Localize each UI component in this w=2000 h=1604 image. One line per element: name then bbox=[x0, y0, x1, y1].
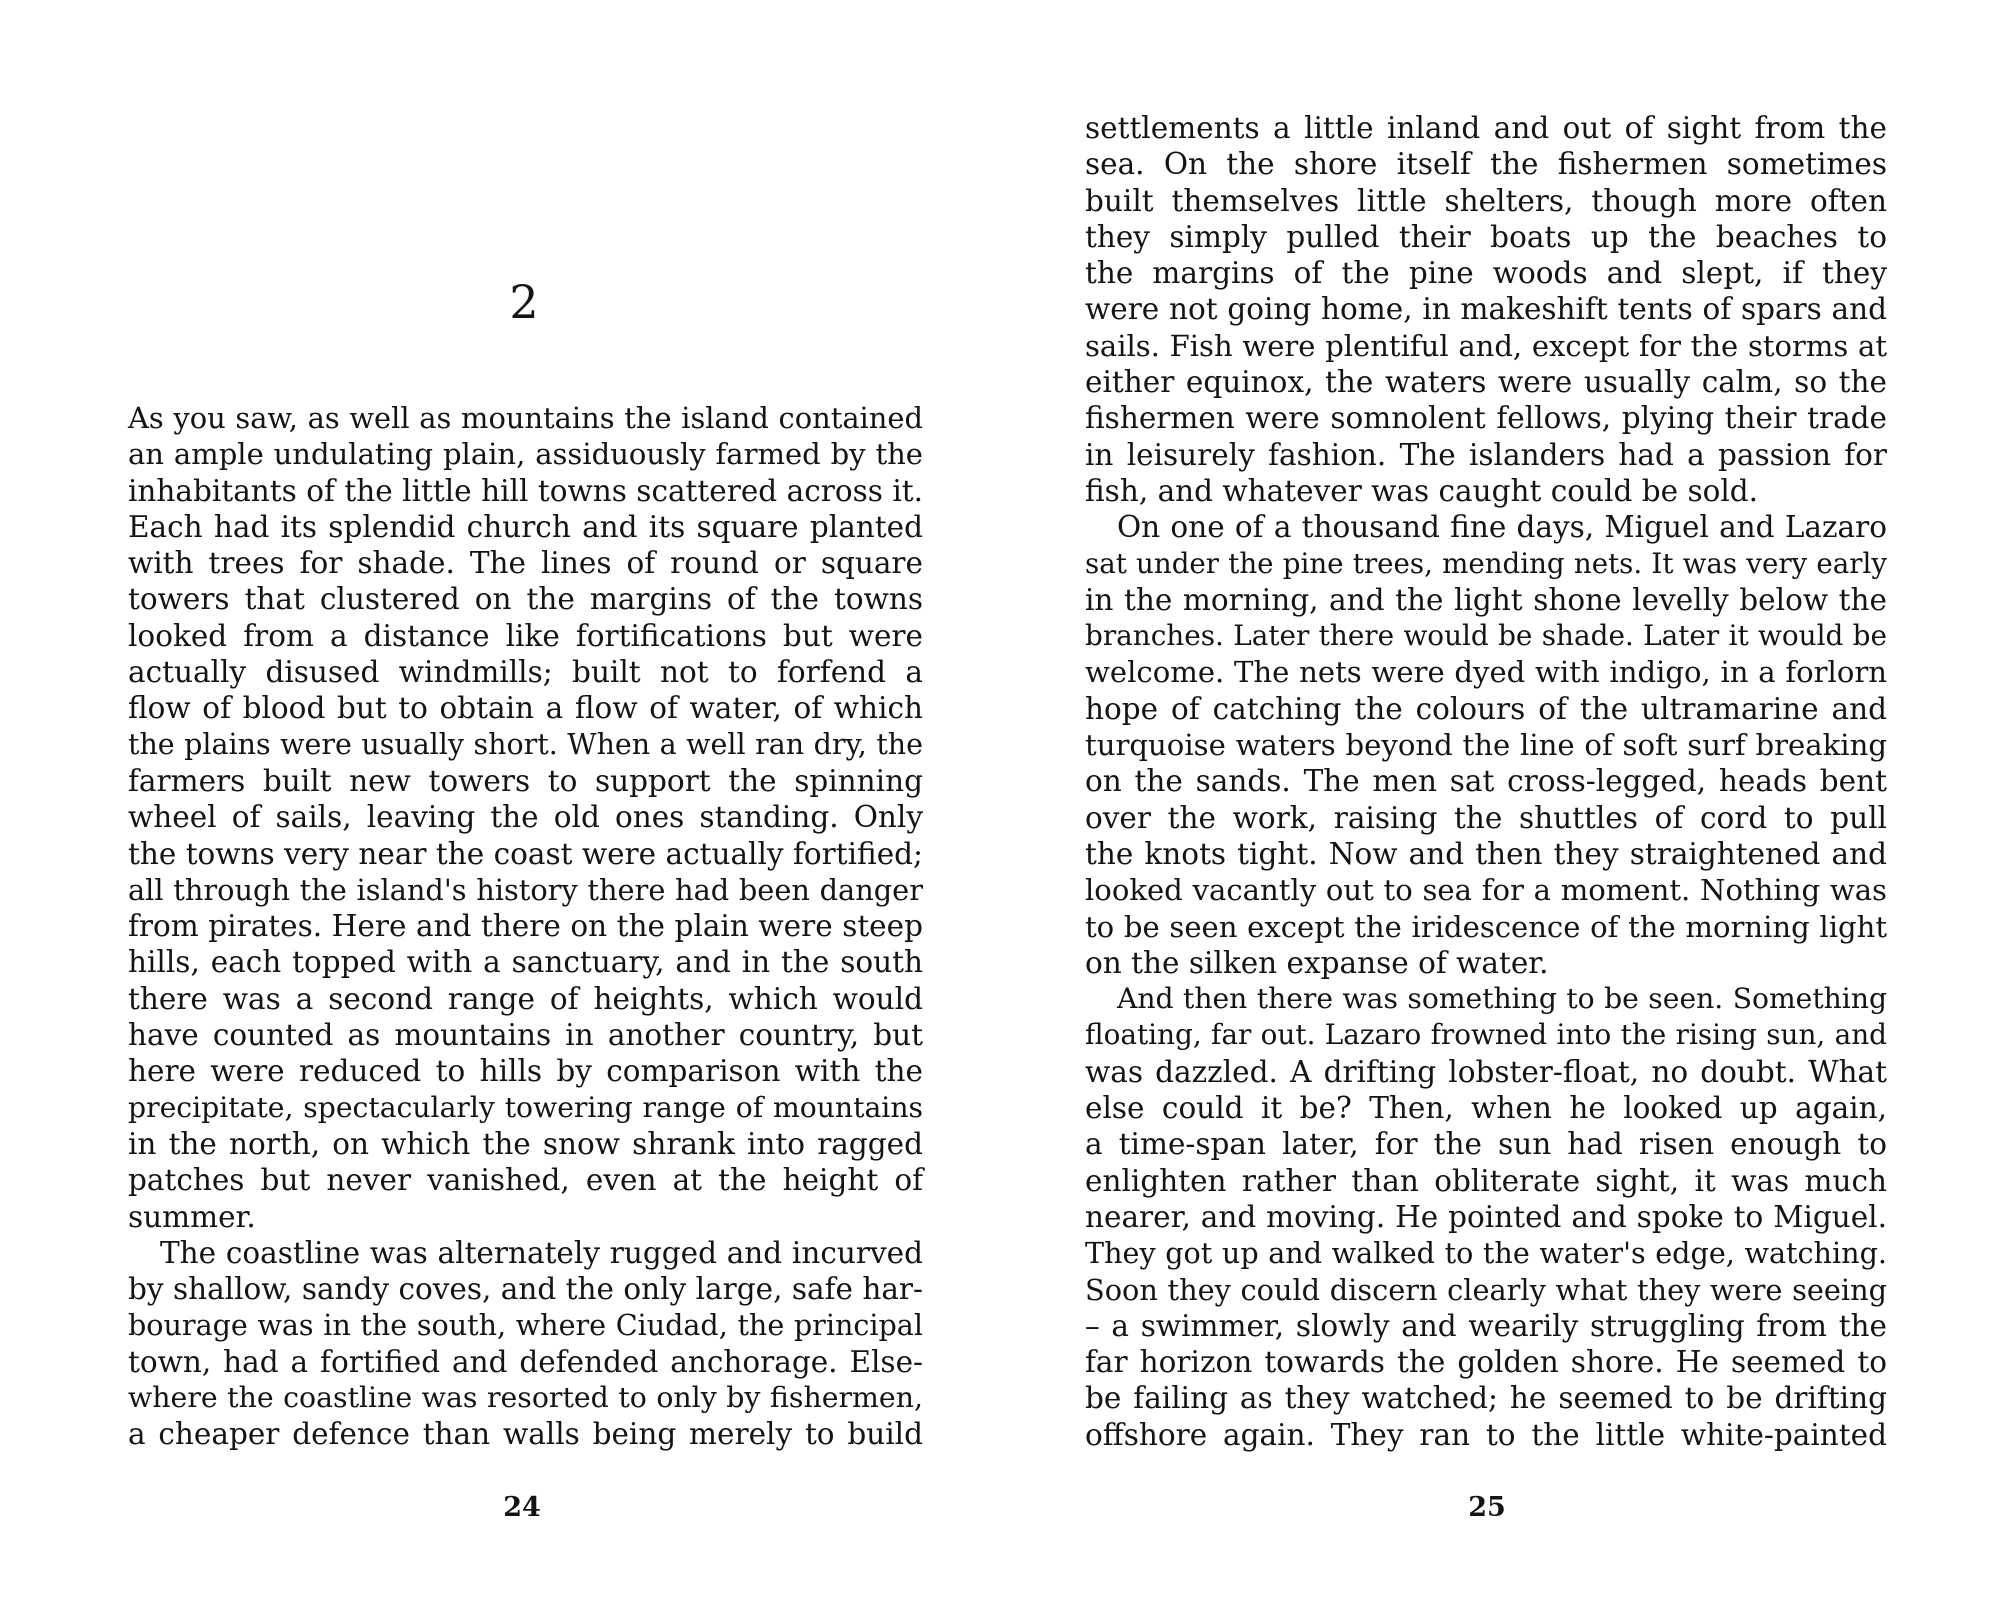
text-line: floating, far out. Lazaro frowned into the rising sun, and bbox=[1085, 1018, 1887, 1052]
text-line: nearer, and moving. He pointed and spoke to Miguel. bbox=[1085, 1199, 1887, 1234]
text-line: fishermen were somnolent fellows, plying their trade bbox=[1085, 401, 1887, 436]
text-line: offshore again. They ran to the little white-painted bbox=[1085, 1417, 1887, 1452]
text-line: to be seen except the iridescence of the morning light bbox=[1085, 909, 1887, 944]
text-line: And then there was something to be seen. Something bbox=[1117, 982, 1887, 1016]
text-line: the knots tight. Now and then they straightened and bbox=[1085, 836, 1887, 871]
text-line: where the coastline was resorted to only by fishermen, bbox=[128, 1381, 923, 1415]
text-line: from pirates. Here and there on the plain were steep bbox=[128, 909, 923, 944]
text-line: sails. Fish were plentiful and, except for the storms at bbox=[1085, 328, 1887, 363]
text-line: wheel of sails, leaving the old ones standing. Only bbox=[128, 800, 923, 835]
text-line: fish, and whatever was caught could be sold. bbox=[1085, 473, 1759, 508]
text-line: in the north, on which the snow shrank into ragged bbox=[128, 1126, 923, 1161]
text-line: here were reduced to hills by comparison with the bbox=[128, 1054, 923, 1089]
text-line: be failing as they watched; he seemed to be drifting bbox=[1085, 1381, 1887, 1416]
text-line: enlighten rather than obliterate sight, it was much bbox=[1085, 1163, 1887, 1198]
text-line: with trees for shade. The lines of round or square bbox=[128, 546, 923, 581]
text-line: built themselves little shelters, though more often bbox=[1085, 183, 1887, 218]
text-line: actually disused windmills; built not to forfend a bbox=[128, 655, 923, 690]
text-line: branches. Later there would be shade. Later it would be bbox=[1085, 619, 1887, 653]
text-line: by shallow, sandy coves, and the only large, safe har- bbox=[128, 1272, 923, 1307]
text-line: they simply pulled their boats up the beaches to bbox=[1085, 219, 1887, 254]
text-line: – a swimmer, slowly and wearily struggling from the bbox=[1085, 1308, 1887, 1343]
text-line: a time-span later, for the sun had risen enough to bbox=[1085, 1127, 1887, 1162]
text-line: flow of blood but to obtain a flow of water, of which bbox=[128, 691, 923, 726]
text-line: sat under the pine trees, mending nets. It was very early bbox=[1085, 546, 1887, 580]
text-line: in the morning, and the light shone levelly below the bbox=[1085, 582, 1887, 617]
text-line: patches but never vanished, even at the height of bbox=[128, 1163, 923, 1198]
text-line: in leisurely fashion. The islanders had a passion for bbox=[1085, 437, 1887, 472]
right-page-text bbox=[1085, 110, 1887, 1453]
text-line: towers that clustered on the margins of the towns bbox=[128, 582, 923, 617]
text-line: either equinox, the waters were usually calm, so the bbox=[1085, 365, 1887, 400]
text-line: hope of catching the colours of the ultramarine and bbox=[1085, 691, 1887, 726]
right-page bbox=[1000, 0, 2000, 1604]
text-line: welcome. The nets were dyed with indigo, in a forlorn bbox=[1085, 655, 1887, 690]
text-line: else could it be? Then, when he looked up again, bbox=[1085, 1091, 1887, 1126]
text-line: Soon they could discern clearly what they were seeing bbox=[1085, 1272, 1887, 1307]
text-line: As you saw, as well as mountains the island contained bbox=[128, 401, 923, 435]
text-line: farmers built new towers to support the spinning bbox=[128, 763, 923, 798]
text-line: looked from a distance like fortifications but were bbox=[128, 618, 923, 653]
text-line: over the work, raising the shuttles of cord to pull bbox=[1085, 800, 1887, 835]
text-line: far horizon towards the golden shore. He seemed to bbox=[1085, 1345, 1887, 1380]
text-line: Each had its splendid church and its square planted bbox=[128, 509, 923, 544]
text-line: They got up and walked to the water's edge, watching. bbox=[1085, 1236, 1887, 1271]
text-line: there was a second range of heights, which would bbox=[128, 981, 923, 1016]
text-line: a cheaper defence than walls being merely to build bbox=[128, 1417, 923, 1452]
text-line: precipitate, spectacularly towering range of mountains bbox=[128, 1090, 923, 1124]
text-line: have counted as mountains in another country, but bbox=[128, 1018, 923, 1053]
text-line: hills, each topped with a sanctuary, and in the south bbox=[128, 945, 923, 980]
text-line: looked vacantly out to sea for a moment. Nothing was bbox=[1085, 873, 1887, 908]
text-line: were not going home, in makeshift tents of spars and bbox=[1085, 292, 1887, 327]
text-line: inhabitants of the little hill towns scattered across it. bbox=[128, 473, 923, 508]
text-line: On one of a thousand fine days, Miguel and Lazaro bbox=[1117, 510, 1887, 545]
text-line: bourage was in the south, where Ciudad, the principal bbox=[128, 1308, 923, 1343]
text-line: on the sands. The men sat cross-legged, heads bent bbox=[1085, 764, 1887, 799]
text-line: was dazzled. A drifting lobster-float, no doubt. What bbox=[1085, 1054, 1887, 1089]
text-line: settlements a little inland and out of sight from the bbox=[1085, 111, 1887, 145]
text-line: town, had a fortified and defended anchorage. Else- bbox=[128, 1344, 923, 1379]
chapter-number: 2 bbox=[509, 275, 539, 329]
text-line: the margins of the pine woods and slept, if they bbox=[1085, 256, 1887, 291]
left-page-text bbox=[128, 400, 923, 1453]
text-line: an ample undulating plain, assiduously farmed by the bbox=[128, 437, 923, 472]
text-line: on the silken expanse of water. bbox=[1085, 945, 1549, 980]
text-line: the towns very near the coast were actually fortified; bbox=[128, 836, 923, 871]
page-number: 24 bbox=[503, 1492, 541, 1523]
text-line: summer. bbox=[128, 1199, 256, 1234]
page-number: 25 bbox=[1468, 1492, 1506, 1523]
text-line: the plains were usually short. When a well ran dry, the bbox=[128, 727, 923, 761]
text-line: The coastline was alternately rugged and incurved bbox=[160, 1235, 923, 1270]
text-line: turquoise waters beyond the line of soft surf breaking bbox=[1085, 728, 1887, 763]
text-line: sea. On the shore itself the fishermen sometimes bbox=[1085, 147, 1887, 182]
text-line: all through the island's history there had been danger bbox=[128, 872, 923, 907]
